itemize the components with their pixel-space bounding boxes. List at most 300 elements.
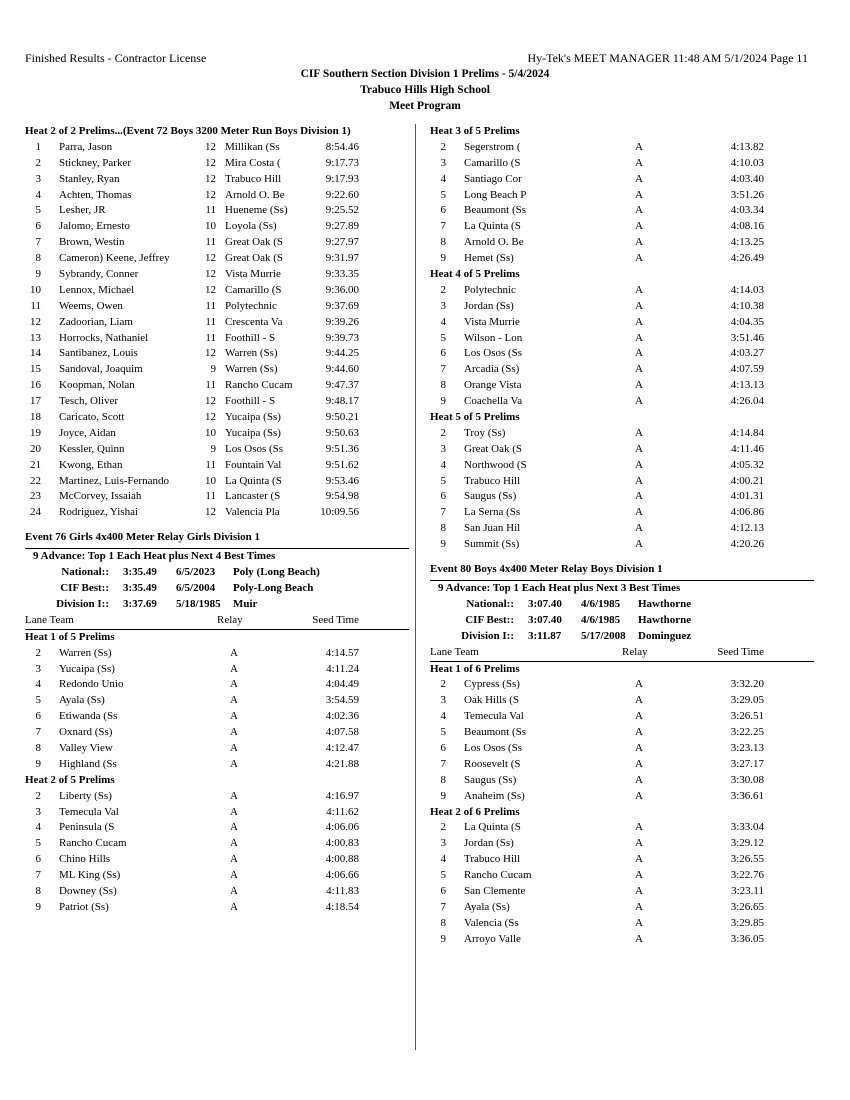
seed-time: 4:13.25 xyxy=(730,236,764,249)
table-row xyxy=(25,346,409,362)
header-right: Hy-Tek's MEET MANAGER 11:48 AM 5/1/2024 Page 11 xyxy=(527,51,808,65)
lane: 3 xyxy=(35,172,41,185)
table-row xyxy=(430,188,814,204)
lane: 3 xyxy=(440,694,446,707)
team: Valley View xyxy=(59,741,113,754)
lane: 6 xyxy=(35,220,41,233)
table-row xyxy=(25,219,409,235)
record-date: 5/18/1985 xyxy=(176,597,221,610)
lane: 8 xyxy=(440,773,446,786)
athlete-name: Koopman, Nolan xyxy=(59,379,135,392)
table-row xyxy=(430,789,814,805)
record-holder: Dominguez xyxy=(638,629,692,642)
team: Vista Murrie xyxy=(464,315,520,328)
school: Great Oak (S xyxy=(225,252,284,265)
table-row xyxy=(25,283,409,299)
school: Millikan (Ss xyxy=(225,140,280,153)
col-seed-time: Seed Time xyxy=(312,613,359,626)
seed-time: 9:31.97 xyxy=(325,252,359,265)
table-row xyxy=(25,820,409,836)
lane: 18 xyxy=(30,411,41,424)
seed-time: 9:17.73 xyxy=(325,156,359,169)
table-row xyxy=(430,140,814,156)
athlete-name: Achten, Thomas xyxy=(59,188,132,201)
year: 12 xyxy=(205,411,216,424)
col-relay: Relay xyxy=(217,613,243,626)
lane: 10 xyxy=(30,283,41,296)
year: 10 xyxy=(205,426,216,439)
heat-label: Heat 1 of 6 Prelims xyxy=(430,662,520,675)
team: Liberty (Ss) xyxy=(59,789,112,802)
table-row xyxy=(25,331,409,347)
team: Northwood (S xyxy=(464,458,527,471)
lane: 9 xyxy=(440,538,446,551)
seed-time: 4:01.31 xyxy=(730,490,764,503)
table-row xyxy=(25,805,409,821)
heat-heading xyxy=(430,662,814,678)
relay: A xyxy=(635,236,643,249)
team: Troy (Ss) xyxy=(464,426,506,439)
lane: 5 xyxy=(35,204,41,217)
team: Highland (Ss xyxy=(59,757,117,770)
team: Beaumont (Ss xyxy=(464,726,527,739)
relay: A xyxy=(635,252,643,265)
seed-time: 4:00.88 xyxy=(325,853,359,866)
record-row xyxy=(25,597,409,613)
seed-time: 4:14.84 xyxy=(730,426,764,439)
school: Los Osos (Ss xyxy=(225,442,284,455)
athlete-name: Horrocks, Nathaniel xyxy=(59,331,149,344)
seed-time: 4:12.47 xyxy=(325,741,359,754)
lane: 13 xyxy=(30,331,41,344)
team: Hemet (Ss) xyxy=(464,252,514,265)
relay: A xyxy=(635,837,643,850)
seed-time: 4:11.83 xyxy=(326,884,359,897)
seed-time: 4:20.26 xyxy=(730,538,764,551)
seed-time: 9:44.25 xyxy=(325,347,359,360)
seed-time: 9:51.62 xyxy=(325,458,359,471)
school: Great Oak (S xyxy=(225,236,284,249)
seed-time: 9:25.52 xyxy=(325,204,359,217)
team: Long Beach P xyxy=(464,188,527,201)
heat-label: Heat 2 of 5 Prelims xyxy=(25,773,115,786)
advance-rule xyxy=(25,549,409,565)
record-date: 6/5/2004 xyxy=(176,582,216,595)
relay: A xyxy=(230,884,238,897)
team: Trabuco Hill xyxy=(464,853,521,866)
lane: 6 xyxy=(440,347,446,360)
heat-label: Heat 2 of 6 Prelims xyxy=(430,805,520,818)
team: Los Osos (Ss xyxy=(464,347,523,360)
table-row xyxy=(25,315,409,331)
left-column xyxy=(25,124,409,916)
table-row xyxy=(430,836,814,852)
athlete-name: Weems, Owen xyxy=(59,299,123,312)
lane: 4 xyxy=(35,678,41,691)
heat-label: Heat 3 of 5 Prelims xyxy=(430,125,520,137)
event-title xyxy=(25,529,409,549)
school: Valencia Pla xyxy=(225,506,280,519)
header-left: Finished Results - Contractor License xyxy=(25,51,207,65)
team: Patriot (Ss) xyxy=(59,900,109,913)
year: 12 xyxy=(205,156,216,169)
seed-time: 4:10.38 xyxy=(730,299,764,312)
lane: 7 xyxy=(440,506,446,519)
heat-label: Heat 4 of 5 Prelims xyxy=(430,268,520,281)
heat-heading xyxy=(25,124,409,140)
table-row xyxy=(430,283,814,299)
team: Wilson - Lon xyxy=(464,331,523,344)
record-date: 6/5/2023 xyxy=(176,566,216,579)
lane: 3 xyxy=(440,156,446,169)
seed-time: 3:26.65 xyxy=(730,900,764,913)
lane: 4 xyxy=(440,853,446,866)
team: Jordan (Ss) xyxy=(464,299,514,312)
record-holder: Muir xyxy=(233,597,258,610)
relay: A xyxy=(230,789,238,802)
lane: 2 xyxy=(35,156,41,169)
lane: 8 xyxy=(35,741,41,754)
column-divider xyxy=(415,124,416,1050)
year: 11 xyxy=(205,299,216,312)
relay: A xyxy=(635,458,643,471)
table-row xyxy=(25,394,409,410)
table-row xyxy=(430,537,814,553)
team: Polytechnic xyxy=(464,283,516,296)
lane: 5 xyxy=(35,694,41,707)
seed-time: 4:06.06 xyxy=(325,821,359,834)
col-relay: Relay xyxy=(622,645,648,658)
table-row xyxy=(430,693,814,709)
team: Rancho Cucam xyxy=(464,869,532,882)
lane: 16 xyxy=(30,379,41,392)
record-date: 4/6/1985 xyxy=(581,597,621,610)
team: Warren (Ss) xyxy=(59,646,112,659)
school: Yucaipa (Ss) xyxy=(225,411,281,424)
athlete-name: Brown, Westin xyxy=(59,236,125,249)
team: Arcadia (Ss) xyxy=(464,363,520,376)
team: La Serna (Ss xyxy=(464,506,521,519)
year: 11 xyxy=(205,315,216,328)
seed-time: 4:03.40 xyxy=(730,172,764,185)
relay: A xyxy=(635,773,643,786)
lane: 5 xyxy=(440,869,446,882)
table-row xyxy=(25,900,409,916)
athlete-name: Jalomo, Ernesto xyxy=(59,220,130,233)
relay: A xyxy=(635,916,643,929)
record-time: 3:37.69 xyxy=(123,597,157,610)
relay: A xyxy=(635,283,643,296)
record-date: 4/6/1985 xyxy=(581,613,621,626)
athlete-name: Sandoval, Joaquim xyxy=(59,363,143,376)
table-row xyxy=(430,757,814,773)
school: Crescenta Va xyxy=(225,315,283,328)
record-holder: Hawthorne xyxy=(638,597,692,610)
relay: A xyxy=(635,694,643,707)
table-row xyxy=(25,140,409,156)
heat-heading xyxy=(25,630,409,646)
relay: A xyxy=(635,726,643,739)
year: 12 xyxy=(205,395,216,408)
record-time: 3:07.40 xyxy=(528,597,562,610)
lane: 19 xyxy=(30,426,41,439)
relay: A xyxy=(635,474,643,487)
year: 12 xyxy=(205,188,216,201)
table-row xyxy=(430,362,814,378)
athlete-name: Zadoorian, Liam xyxy=(59,315,133,328)
record-holder: Hawthorne xyxy=(638,613,692,626)
lane: 6 xyxy=(440,490,446,503)
lane: 7 xyxy=(35,869,41,882)
relay: A xyxy=(635,299,643,312)
lane: 1 xyxy=(35,140,41,153)
seed-time: 4:00.21 xyxy=(730,474,764,487)
right-column xyxy=(430,124,814,948)
record-label: Division I:: xyxy=(56,597,109,610)
lane: 2 xyxy=(440,426,446,439)
relay: A xyxy=(230,837,238,850)
year: 12 xyxy=(205,172,216,185)
table-row xyxy=(25,426,409,442)
table-row xyxy=(430,299,814,315)
relay: A xyxy=(635,347,643,360)
lane: 2 xyxy=(35,789,41,802)
seed-time: 4:10.03 xyxy=(730,156,764,169)
table-row xyxy=(25,836,409,852)
school: Camarillo (S xyxy=(225,283,282,296)
seed-time: 4:26.04 xyxy=(730,395,764,408)
relay: A xyxy=(635,853,643,866)
relay: A xyxy=(635,900,643,913)
seed-time: 3:36.05 xyxy=(730,932,764,945)
seed-time: 3:23.11 xyxy=(731,884,764,897)
athlete-name: Lennox, Michael xyxy=(59,283,135,296)
lane: 5 xyxy=(440,331,446,344)
record-date: 5/17/2008 xyxy=(581,629,626,642)
seed-time: 3:51.26 xyxy=(730,188,764,201)
lane: 7 xyxy=(440,363,446,376)
relay: A xyxy=(635,395,643,408)
record-label: CIF Best:: xyxy=(60,582,109,595)
team: Orange Vista xyxy=(464,379,522,392)
seed-time: 4:07.58 xyxy=(325,726,359,739)
table-row xyxy=(25,267,409,283)
lane: 4 xyxy=(35,188,41,201)
lane: 11 xyxy=(30,299,41,312)
athlete-name: Stickney, Parker xyxy=(59,156,131,169)
lane: 2 xyxy=(35,646,41,659)
team: Saugus (Ss) xyxy=(464,773,517,786)
seed-time: 4:13.82 xyxy=(730,140,764,153)
lane: 15 xyxy=(30,363,41,376)
table-row xyxy=(430,677,814,693)
relay: A xyxy=(635,363,643,376)
table-row xyxy=(25,741,409,757)
relay: A xyxy=(230,710,238,723)
school: La Quinta (S xyxy=(225,474,282,487)
team: Coachella Va xyxy=(464,395,523,408)
table-row xyxy=(430,331,814,347)
relay: A xyxy=(635,140,643,153)
seed-time: 9:27.89 xyxy=(325,220,359,233)
table-row xyxy=(430,900,814,916)
lane: 6 xyxy=(35,710,41,723)
table-row xyxy=(25,868,409,884)
heat-heading xyxy=(430,124,814,140)
year: 12 xyxy=(205,268,216,281)
column-headers xyxy=(430,645,814,662)
seed-time: 9:51.36 xyxy=(325,442,359,455)
seed-time: 3:22.25 xyxy=(730,726,764,739)
seed-time: 9:36.00 xyxy=(325,283,359,296)
relay: A xyxy=(230,662,238,675)
relay: A xyxy=(635,220,643,233)
table-row xyxy=(25,410,409,426)
spacer xyxy=(25,521,409,529)
seed-time: 9:27.97 xyxy=(325,236,359,249)
seed-time: 9:44.60 xyxy=(325,363,359,376)
team: Trabuco Hill xyxy=(464,474,521,487)
table-row xyxy=(25,662,409,678)
table-row xyxy=(430,820,814,836)
meet-venue: Trabuco Hills High School xyxy=(360,84,490,96)
table-row xyxy=(430,394,814,410)
lane: 17 xyxy=(30,395,41,408)
meet-program-label: Meet Program xyxy=(389,100,461,112)
table-row xyxy=(25,378,409,394)
school: Warren (Ss) xyxy=(225,363,278,376)
heat-label: Heat 2 of 2 Prelims...(Event 72 Boys 3200 Meter Run Boys Division 1) xyxy=(25,125,351,137)
lane: 6 xyxy=(440,884,446,897)
team: Rancho Cucam xyxy=(59,837,127,850)
school: Hueneme (Ss) xyxy=(225,204,288,217)
school: Yucaipa (Ss) xyxy=(225,426,281,439)
athlete-name: Cameron) Keene, Jeffrey xyxy=(59,252,170,265)
table-row xyxy=(430,315,814,331)
year: 9 xyxy=(210,363,216,376)
year: 12 xyxy=(205,140,216,153)
seed-time: 3:33.04 xyxy=(730,821,764,834)
table-row xyxy=(25,725,409,741)
table-row xyxy=(430,505,814,521)
table-row xyxy=(430,172,814,188)
meet-title: CIF Southern Section Division 1 Prelims - 5/4/2024 xyxy=(300,68,550,80)
team: Los Osos (Ss xyxy=(464,741,523,754)
team: ML King (Ss) xyxy=(59,869,121,882)
athlete-name: Joyce, Aidan xyxy=(59,426,116,439)
school: Vista Murrie xyxy=(225,268,281,281)
table-row xyxy=(25,474,409,490)
advance-rule xyxy=(430,581,814,597)
relay: A xyxy=(635,932,643,945)
table-row xyxy=(25,646,409,662)
seed-time: 9:17.93 xyxy=(325,172,359,185)
seed-time: 3:30.08 xyxy=(730,773,764,786)
seed-time: 4:04.35 xyxy=(730,315,764,328)
heat-label: Heat 1 of 5 Prelims xyxy=(25,630,115,643)
spacer xyxy=(430,553,814,561)
heat-heading xyxy=(430,410,814,426)
table-row xyxy=(25,677,409,693)
team: Oxnard (Ss) xyxy=(59,726,113,739)
lane: 6 xyxy=(35,853,41,866)
lane: 20 xyxy=(30,442,41,455)
team: Redondo Unio xyxy=(59,678,124,691)
table-row xyxy=(430,741,814,757)
table-row xyxy=(25,442,409,458)
table-row xyxy=(430,868,814,884)
event-title-text: Event 76 Girls 4x400 Meter Relay Girls Division 1 xyxy=(25,531,261,544)
school: Arnold O. Be xyxy=(225,188,285,201)
lane: 9 xyxy=(440,789,446,802)
year: 11 xyxy=(205,490,216,503)
relay: A xyxy=(635,757,643,770)
record-row xyxy=(430,597,814,613)
table-row xyxy=(25,203,409,219)
lane: 9 xyxy=(440,395,446,408)
lane: 9 xyxy=(440,932,446,945)
school: Fountain Val xyxy=(225,458,282,471)
lane: 2 xyxy=(440,283,446,296)
relay: A xyxy=(635,506,643,519)
relay: A xyxy=(635,379,643,392)
seed-time: 4:06.66 xyxy=(325,869,359,882)
seed-time: 9:47.37 xyxy=(325,379,359,392)
table-row xyxy=(430,932,814,948)
table-row xyxy=(430,235,814,251)
table-row xyxy=(430,346,814,362)
lane: 2 xyxy=(440,140,446,153)
table-row xyxy=(25,505,409,521)
school: Lancaster (S xyxy=(225,490,281,503)
seed-time: 9:37.69 xyxy=(325,299,359,312)
table-row xyxy=(430,251,814,267)
record-row xyxy=(25,581,409,597)
team: Roosevelt (S xyxy=(464,757,521,770)
table-row xyxy=(430,709,814,725)
lane: 5 xyxy=(440,188,446,201)
seed-time: 4:07.59 xyxy=(730,363,764,376)
team: Peninsula (S xyxy=(59,821,115,834)
seed-time: 9:53.46 xyxy=(325,474,359,487)
relay: A xyxy=(230,869,238,882)
seed-time: 3:27.17 xyxy=(730,757,764,770)
lane: 2 xyxy=(440,821,446,834)
seed-time: 4:18.54 xyxy=(325,900,359,913)
lane: 3 xyxy=(35,662,41,675)
lane: 2 xyxy=(440,678,446,691)
athlete-name: Parra, Jason xyxy=(59,140,113,153)
lane: 4 xyxy=(440,172,446,185)
table-row xyxy=(430,219,814,235)
relay: A xyxy=(230,900,238,913)
table-row xyxy=(430,203,814,219)
lane: 3 xyxy=(440,299,446,312)
seed-time: 10:09.56 xyxy=(320,506,359,519)
table-row xyxy=(25,693,409,709)
year: 12 xyxy=(205,347,216,360)
athlete-name: Caricato, Scott xyxy=(59,411,125,424)
heat-label: Heat 5 of 5 Prelims xyxy=(430,411,520,424)
team: Santiago Cor xyxy=(464,172,522,185)
relay: A xyxy=(230,678,238,691)
table-row xyxy=(430,773,814,789)
lane: 8 xyxy=(440,916,446,929)
lane: 4 xyxy=(440,458,446,471)
table-row xyxy=(430,521,814,537)
seed-time: 3:32.20 xyxy=(730,678,764,691)
lane: 9 xyxy=(35,268,41,281)
